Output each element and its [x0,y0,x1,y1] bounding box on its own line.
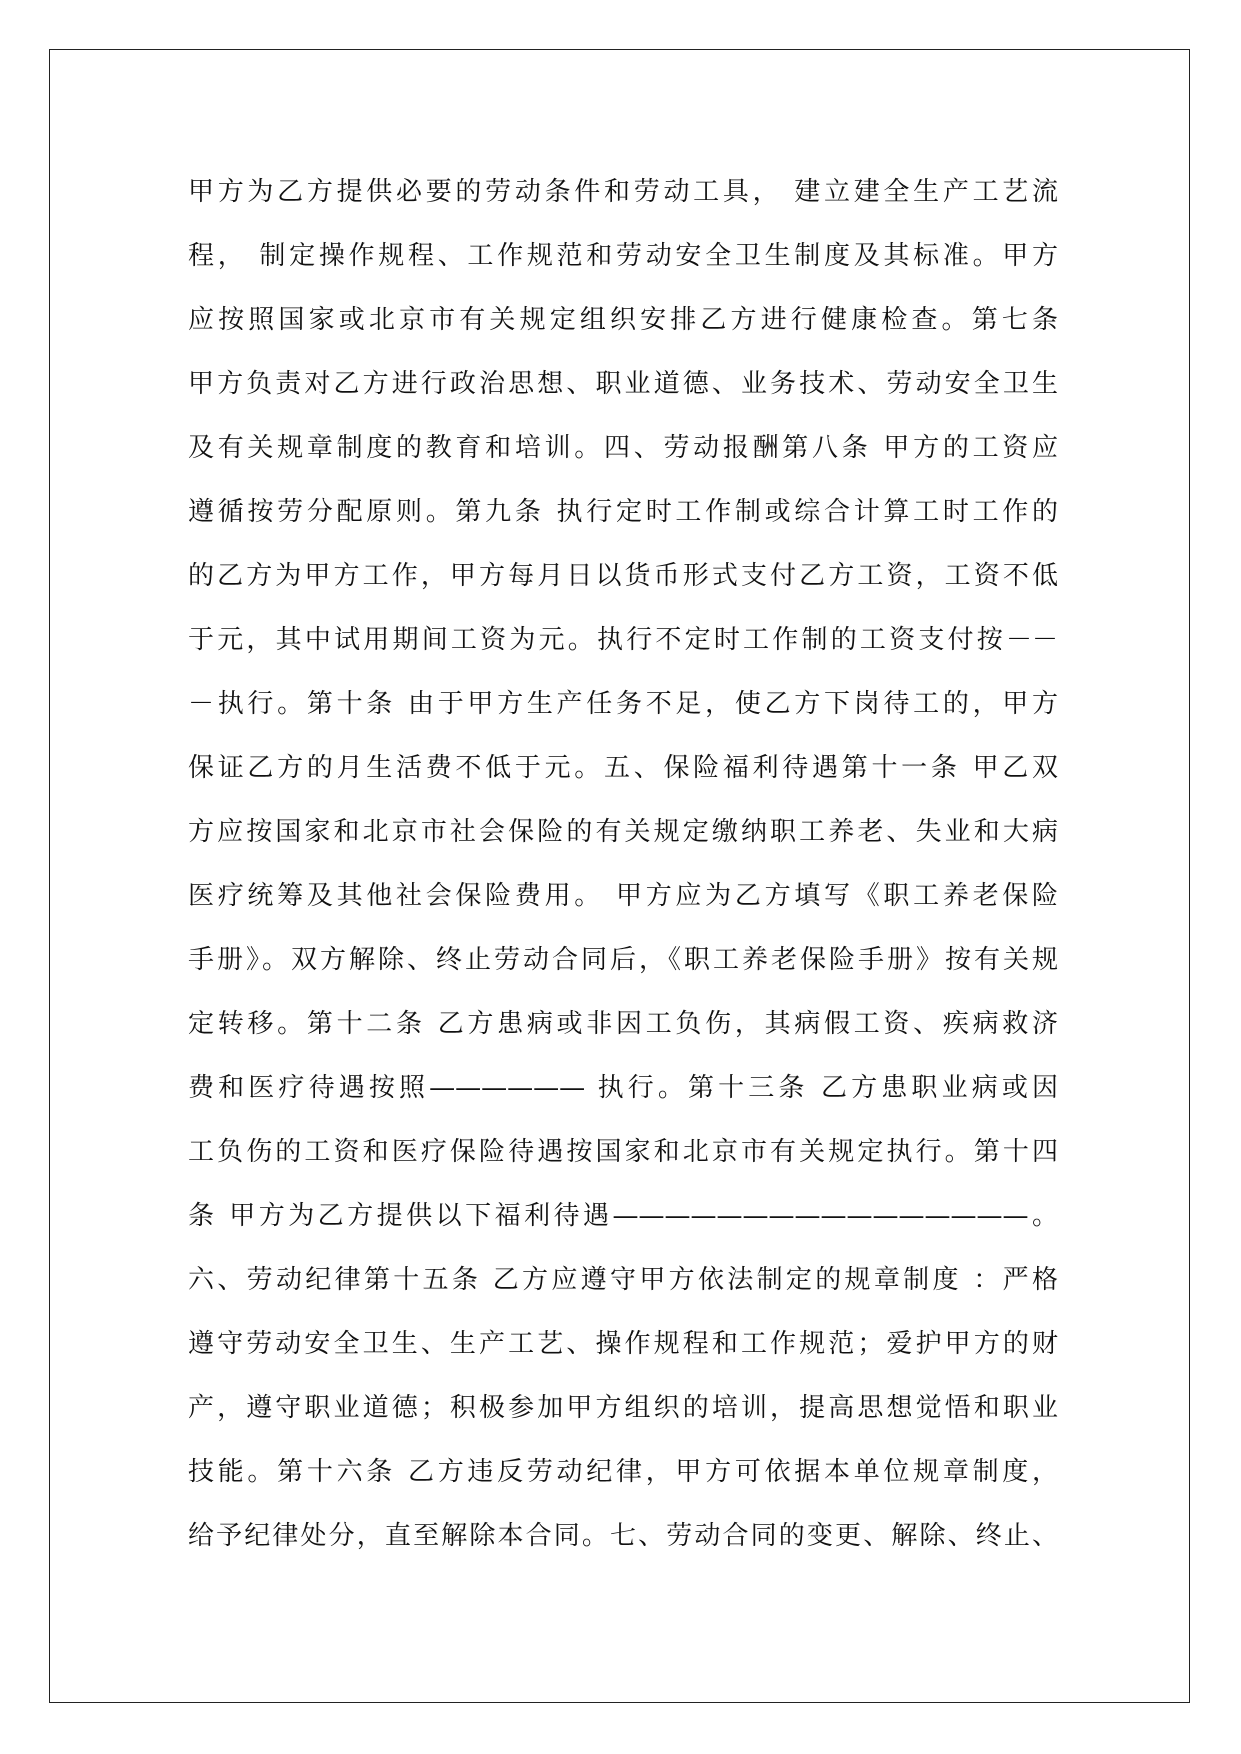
text-line: 遵循按劳分配原则。第九条 执行定时工作制或综合计算工时工作的 [188,497,1058,527]
text-line: 应按照国家或北京市有关规定组织安排乙方进行健康检查。第七条 [188,305,1058,335]
text-line: 六、劳动纪律第十五条 乙方应遵守甲方依法制定的规章制度 ：严格 [188,1265,1058,1295]
text-line: 甲方负责对乙方进行政治思想、职业道德、业务技术、劳动安全卫生 [188,369,1058,399]
document-body [188,160,1058,1568]
text-line: 于元，其中试用期间工资为元。执行不定时工作制的工资支付按－－ [188,625,1058,655]
text-line: －执行。第十条 由于甲方生产任务不足，使乙方下岗待工的，甲方 [188,689,1058,719]
text-line: 工负伤的工资和医疗保险待遇按国家和北京市有关规定执行。第十四 [188,1137,1058,1167]
text-line: 医疗统筹及其他社会保险费用。 甲方应为乙方填写《职工养老保险 [188,881,1058,911]
text-line: 遵守劳动安全卫生、生产工艺、操作规程和工作规范；爱护甲方的财 [188,1329,1058,1359]
text-line: 程， 制定操作规程、工作规范和劳动安全卫生制度及其标准。甲方 [188,241,1058,271]
text-line: 及有关规章制度的教育和培训。四、劳动报酬第八条 甲方的工资应 [188,433,1058,463]
text-line: 条 甲方为乙方提供以下福利待遇————————————————。 [188,1201,1058,1231]
text-line: 甲方为乙方提供必要的劳动条件和劳动工具， 建立建全生产工艺流 [188,177,1058,207]
text-line: 给予纪律处分，直至解除本合同。七、劳动合同的变更、解除、终止、 [188,1521,1058,1551]
text-line: 的乙方为甲方工作，甲方每月日以货币形式支付乙方工资，工资不低 [188,561,1058,591]
text-line: 方应按国家和北京市社会保险的有关规定缴纳职工养老、失业和大病 [188,817,1058,847]
text-line: 手册》。双方解除、终止劳动合同后，《职工养老保险手册》按有关规 [188,945,1058,975]
text-line: 技能。第十六条 乙方违反劳动纪律，甲方可依据本单位规章制度， [188,1457,1058,1487]
text-line: 定转移。第十二条 乙方患病或非因工负伤，其病假工资、疾病救济 [188,1009,1058,1039]
text-line: 产，遵守职业道德；积极参加甲方组织的培训，提高思想觉悟和职业 [188,1393,1058,1423]
text-line: 保证乙方的月生活费不低于元。五、保险福利待遇第十一条 甲乙双 [188,753,1058,783]
text-line: 费和医疗待遇按照—————— 执行。第十三条 乙方患职业病或因 [188,1073,1058,1103]
